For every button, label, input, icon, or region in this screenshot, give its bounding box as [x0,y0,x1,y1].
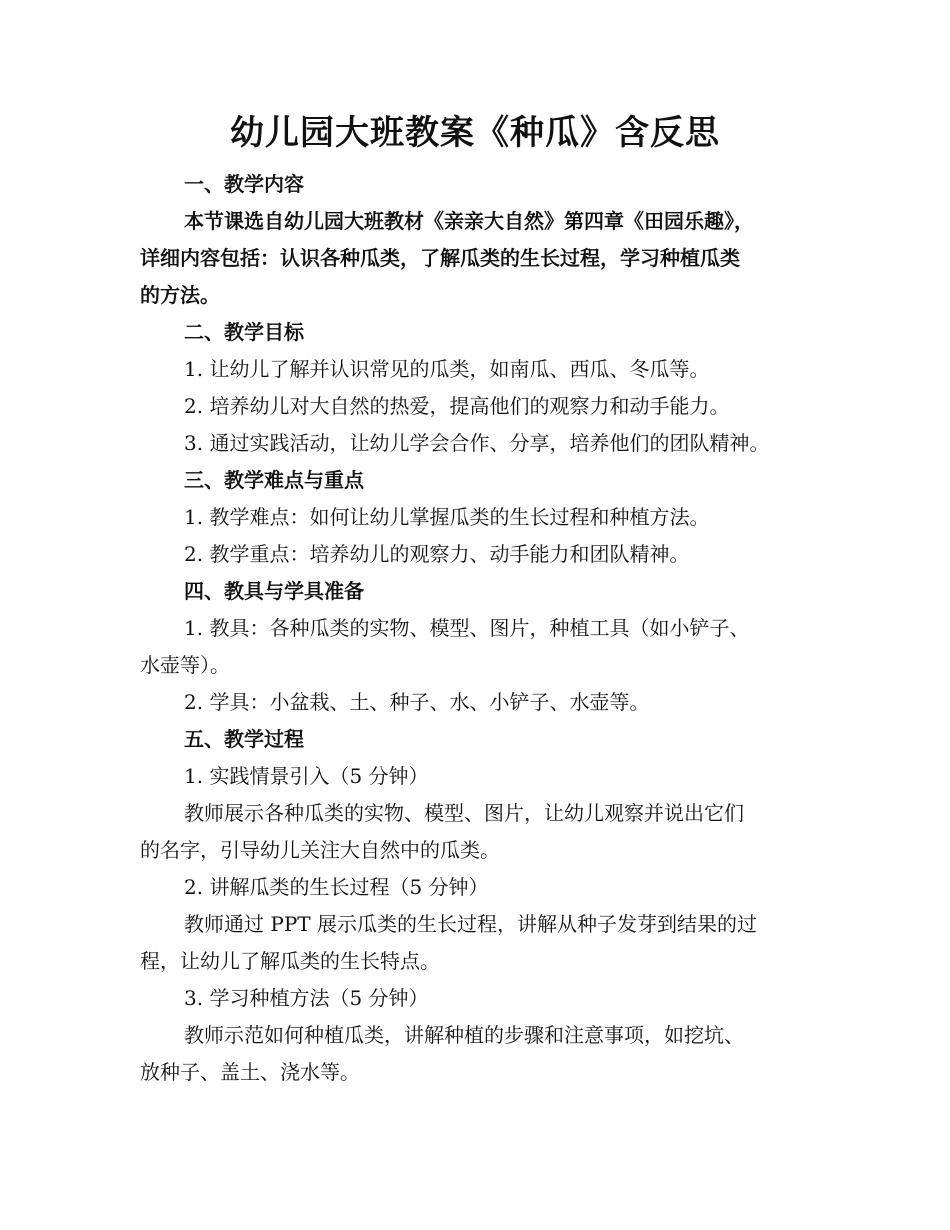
materials-item-1-line-1: 1. 教具：各种瓜类的实物、模型、图片，种植工具（如小铲子、 [184,616,750,640]
paragraph-content-line-3: 的方法。 [140,283,220,307]
objective-item-3: 3. 通过实践活动，让幼儿学会合作、分享，培养他们的团队精神。 [184,431,770,455]
objective-item-1: 1. 让幼儿了解并认识常见的瓜类，如南瓜、西瓜、冬瓜等。 [184,357,710,381]
paragraph-content-line-1: 本节课选自幼儿园大班教材《亲亲大自然》第四章《田园乐趣》， [184,209,754,233]
section-heading-process: 五、教学过程 [184,727,304,751]
process-step-1-text-line-2: 的名字，引导幼儿关注大自然中的瓜类。 [140,838,500,862]
section-heading-objectives: 二、教学目标 [184,320,304,344]
section-heading-difficulties: 三、教学难点与重点 [184,468,364,492]
process-step-3-text-line-1: 教师示范如何种植瓜类，讲解种植的步骤和注意事项，如挖坑、 [184,1023,744,1047]
document-body [140,166,820,1091]
document-title: 幼儿园大班教案《种瓜》含反思 [230,113,720,153]
process-step-2: 2. 讲解瓜类的生长过程（5 分钟） [184,875,489,899]
process-step-2-text-line-2: 程，让幼儿了解瓜类的生长特点。 [140,949,440,973]
materials-item-2: 2. 学具：小盆栽、土、种子、水、小铲子、水壶等。 [184,690,650,714]
process-step-1-text-line-1: 教师展示各种瓜类的实物、模型、图片，让幼儿观察并说出它们 [184,801,744,825]
process-step-2-text-line-1: 教师通过 PPT 展示瓜类的生长过程，讲解从种子发芽到结果的过 [184,912,757,936]
difficulty-item-2: 2. 教学重点：培养幼儿的观察力、动手能力和团队精神。 [184,542,690,566]
paragraph-content-line-2: 详细内容包括：认识各种瓜类，了解瓜类的生长过程，学习种植瓜类 [140,246,740,270]
section-heading-content: 一、教学内容 [184,172,304,196]
process-step-3: 3. 学习种植方法（5 分钟） [184,986,429,1010]
objective-item-2: 2. 培养幼儿对大自然的热爱，提高他们的观察力和动手能力。 [184,394,730,418]
difficulty-item-1: 1. 教学难点：如何让幼儿掌握瓜类的生长过程和种植方法。 [184,505,710,529]
section-heading-materials: 四、教具与学具准备 [184,579,364,603]
process-step-1: 1. 实践情景引入（5 分钟） [184,764,429,788]
materials-item-1-line-2: 水壶等）。 [140,653,230,677]
process-step-3-text-line-2: 放种子、盖土、浇水等。 [140,1060,360,1084]
